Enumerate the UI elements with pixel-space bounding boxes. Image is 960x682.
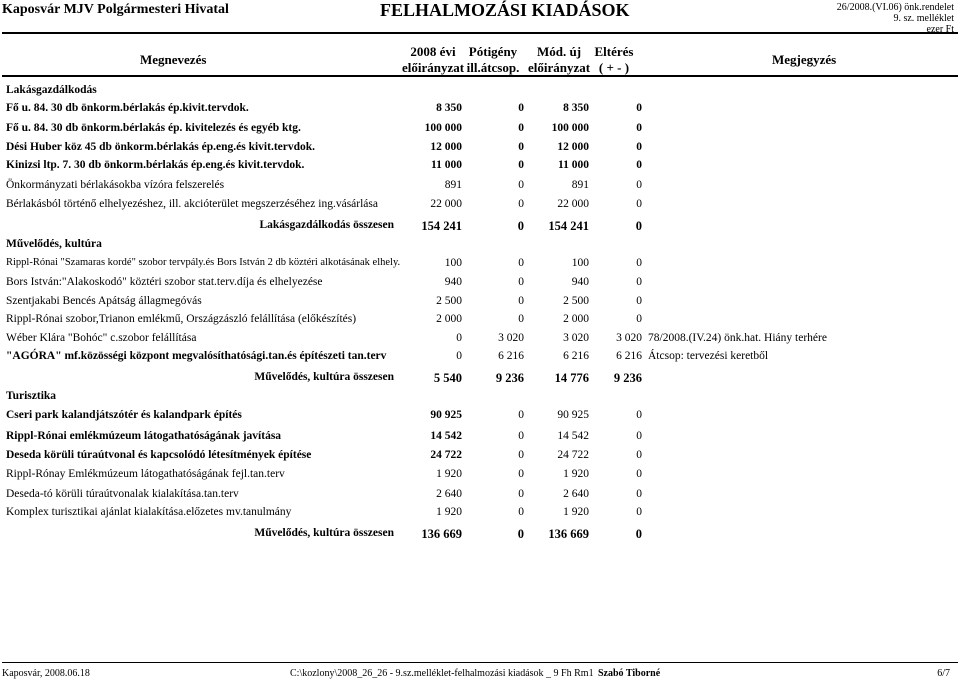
row-supplement: 0 <box>518 506 524 518</box>
table-row <box>6 348 954 366</box>
section-tourism: Turisztika <box>6 390 57 402</box>
row-difference: 0 <box>636 198 642 210</box>
table-row <box>6 428 954 446</box>
row-modified: 3 020 <box>563 332 589 344</box>
row-modified: 8 350 <box>563 102 589 114</box>
total-label: Művelődés, kultúra összesen <box>254 527 394 539</box>
table-row <box>6 139 954 157</box>
table-row <box>6 330 954 348</box>
row-name: Fő u. 84. 30 db önkorm.bérlakás ép. kivitelezés és egyéb ktg. <box>6 122 301 134</box>
table-row <box>6 447 954 465</box>
row-supplement: 0 <box>518 468 524 480</box>
row-supplement: 0 <box>518 313 524 325</box>
row-supplement: 0 <box>518 102 524 114</box>
row-name: "AGÓRA" mf.közösségi központ megvalósíthatósági.tan.és építészeti tan.terv <box>6 350 387 362</box>
row-budget: 11 000 <box>431 159 462 171</box>
total-modified: 14 776 <box>554 371 589 385</box>
row-difference: 0 <box>636 488 642 500</box>
section-culture: Művelődés, kultúra <box>6 238 102 250</box>
row-modified: 2 500 <box>563 295 589 307</box>
row-modified: 1 920 <box>563 468 589 480</box>
document-title: FELHALMOZÁSI KIADÁSOK <box>380 0 630 20</box>
row-supplement: 0 <box>518 141 524 153</box>
row-supplement: 0 <box>518 257 524 269</box>
col-budget-line1: 2008 évi <box>410 44 456 59</box>
row-supplement: 0 <box>518 198 524 210</box>
table-row <box>6 504 954 522</box>
table-row <box>6 196 954 214</box>
row-modified: 24 722 <box>557 449 589 461</box>
row-name: Bérlakásból történő elhelyezéshez, ill. akcióterület megszerzéséhez ing.vásárlása <box>6 198 378 210</box>
row-supplement: 0 <box>518 122 524 134</box>
row-supplement: 0 <box>518 276 524 288</box>
total-budget: 5 540 <box>433 371 462 385</box>
row-difference: 0 <box>636 276 642 288</box>
col-supplement-line1: Pótigény <box>468 44 518 59</box>
col-supplement-line2: ill.átcsop. <box>466 60 520 75</box>
row-name: Cseri park kalandjátszótér és kalandpark építés <box>6 409 242 421</box>
row-budget: 100 <box>444 257 462 269</box>
total-label: Lakásgazdálkodás összesen <box>259 219 394 231</box>
total-difference: 9 236 <box>613 371 642 385</box>
row-difference: 0 <box>636 506 642 518</box>
section-total-row <box>6 525 954 543</box>
row-budget: 22 000 <box>430 198 462 210</box>
section-housing: Lakásgazdálkodás <box>6 84 97 96</box>
row-supplement: 0 <box>518 159 524 171</box>
row-budget: 1 920 <box>436 468 462 480</box>
row-budget: 1 920 <box>436 506 462 518</box>
row-name: Fő u. 84. 30 db önkorm.bérlakás ép.kivit.tervdok. <box>6 102 249 114</box>
row-modified: 940 <box>571 276 589 288</box>
row-budget: 891 <box>444 179 462 191</box>
header-top-rule <box>2 32 958 34</box>
row-name: Kinizsi ltp. 7. 30 db önkorm.bérlakás ép.eng.és kivit.tervdok. <box>6 159 305 171</box>
row-budget: 8 350 <box>436 102 462 114</box>
total-budget: 136 669 <box>421 527 462 541</box>
col-supplement-header <box>462 44 524 76</box>
row-modified: 14 542 <box>557 430 589 442</box>
total-modified: 136 669 <box>548 527 589 541</box>
row-modified: 90 925 <box>557 409 589 421</box>
row-note: 78/2008.(IV.24) önk.hat. Hiány terhére <box>648 332 827 344</box>
row-modified: 100 <box>571 257 589 269</box>
annex-line: 9. sz. melléklet <box>893 13 954 24</box>
row-modified: 22 000 <box>557 198 589 210</box>
row-name: Rippl-Rónay Emlékmúzeum látogathatóságának fejl.tan.terv <box>6 468 285 480</box>
col-modified-line2: előirányzat <box>527 60 591 75</box>
col-difference-line2: ( + - ) <box>598 60 630 75</box>
footer-file-path: C:\kozlony\2008_26_26 - 9.sz.melléklet-felhalmozási kiadások _ 9 Fh Rm1 <box>290 668 594 679</box>
total-budget: 154 241 <box>421 219 462 233</box>
row-difference: 0 <box>636 102 642 114</box>
row-budget: 2 500 <box>436 295 462 307</box>
row-name: Deseda körüli túraútvonal és kapcsolódó létesítmények építése <box>6 449 312 461</box>
row-difference: 0 <box>636 122 642 134</box>
total-difference: 0 <box>635 527 642 541</box>
col-notes-header: Megjegyzés <box>772 52 837 67</box>
row-name: Deseda-tó körüli túraútvonalak kialakítása.tan.terv <box>6 488 239 500</box>
footer-date: Kaposvár, 2008.06.18 <box>2 668 90 679</box>
row-difference: 6 216 <box>616 350 642 362</box>
total-supplement: 0 <box>517 219 524 233</box>
row-budget: 940 <box>444 276 462 288</box>
col-modified-line1: Mód. új <box>536 44 582 59</box>
row-name: Önkormányzati bérlakásokba vízóra felszerelés <box>6 179 225 191</box>
row-supplement: 0 <box>518 409 524 421</box>
row-name: Komplex turisztikai ajánlat kialakítása.előzetes mv.tanulmány <box>6 506 292 518</box>
col-modified-header <box>524 44 594 76</box>
row-budget: 2 640 <box>436 488 462 500</box>
unit-line: ezer Ft <box>926 24 954 35</box>
total-modified: 154 241 <box>548 219 589 233</box>
row-difference: 0 <box>636 141 642 153</box>
table-row <box>6 293 954 311</box>
row-difference: 0 <box>636 430 642 442</box>
row-modified: 11 000 <box>558 159 589 171</box>
row-supplement: 0 <box>518 295 524 307</box>
row-name: Rippl-Rónai emlékmúzeum látogathatóságának javítása <box>6 430 282 442</box>
table-row <box>6 311 954 329</box>
row-difference: 0 <box>636 313 642 325</box>
row-difference: 0 <box>636 295 642 307</box>
row-budget: 14 542 <box>430 430 462 442</box>
row-modified: 1 920 <box>563 506 589 518</box>
row-difference: 0 <box>636 159 642 171</box>
row-modified: 12 000 <box>557 141 589 153</box>
table-row <box>6 100 954 118</box>
row-modified: 100 000 <box>551 122 589 134</box>
col-difference-line1: Eltérés <box>594 44 634 59</box>
row-budget: 90 925 <box>430 409 462 421</box>
row-supplement: 0 <box>518 179 524 191</box>
row-name: Dési Huber köz 45 db önkorm.bérlakás ép.eng.és kivit.tervdok. <box>6 141 316 153</box>
row-difference: 0 <box>636 468 642 480</box>
table-row <box>6 157 954 175</box>
row-name: Szentjakabi Bencés Apátság állagmegóvás <box>6 295 202 307</box>
row-supplement: 0 <box>518 449 524 461</box>
total-supplement: 9 236 <box>495 371 524 385</box>
table-row <box>6 255 954 273</box>
row-budget: 12 000 <box>430 141 462 153</box>
total-supplement: 0 <box>517 527 524 541</box>
total-difference: 0 <box>635 219 642 233</box>
table-row <box>6 466 954 484</box>
table-row <box>6 120 954 138</box>
row-difference: 0 <box>636 257 642 269</box>
row-name: Rippl-Rónai szobor,Trianon emlékmű, Országzászló felállítása (előkészítés) <box>6 313 357 325</box>
row-modified: 6 216 <box>563 350 589 362</box>
row-difference: 0 <box>636 179 642 191</box>
col-budget-header <box>402 44 464 76</box>
total-label: Művelődés, kultúra összesen <box>254 371 394 383</box>
row-modified: 891 <box>571 179 589 191</box>
header-bottom-rule <box>2 75 958 77</box>
table-row <box>6 407 954 425</box>
col-difference-header <box>586 44 642 76</box>
row-supplement: 0 <box>518 430 524 442</box>
row-supplement: 3 020 <box>498 332 524 344</box>
row-name: Wéber Klára "Bohóc" c.szobor felállítása <box>6 332 197 344</box>
row-note: Átcsop: tervezési keretből <box>648 350 769 362</box>
row-difference: 0 <box>636 409 642 421</box>
section-total-row <box>6 217 954 235</box>
row-supplement: 6 216 <box>498 350 524 362</box>
decree-reference <box>837 2 954 35</box>
row-budget: 0 <box>456 350 462 362</box>
row-budget: 0 <box>456 332 462 344</box>
section-total-row <box>6 369 954 387</box>
table-row <box>6 486 954 504</box>
col-budget-line2: előirányzat <box>402 60 465 75</box>
row-budget: 24 722 <box>430 449 462 461</box>
row-name: Bors István:"Alakoskodó" köztéri szobor stat.terv.díja és elhelyezése <box>6 276 323 288</box>
row-modified: 2 000 <box>563 313 589 325</box>
row-supplement: 0 <box>518 488 524 500</box>
footer-page-number: 6/7 <box>937 668 950 679</box>
table-row <box>6 177 954 195</box>
row-budget: 2 000 <box>436 313 462 325</box>
row-name: Rippl-Rónai "Szamaras kordé" szobor tervpály.és Bors István 2 db köztéri alkotásának elhely. <box>6 257 401 268</box>
institution-name: Kaposvár MJV Polgármesteri Hivatal <box>2 2 229 17</box>
row-modified: 2 640 <box>563 488 589 500</box>
table-row <box>6 274 954 292</box>
col-name-header: Megnevezés <box>140 52 207 67</box>
decree-line: 26/2008.(VI.06) önk.rendelet <box>836 2 954 13</box>
footer-rule <box>2 662 958 663</box>
row-difference: 0 <box>636 449 642 461</box>
footer-author: Szabó Tiborné <box>598 668 661 679</box>
row-difference: 3 020 <box>616 332 642 344</box>
row-budget: 100 000 <box>424 122 462 134</box>
